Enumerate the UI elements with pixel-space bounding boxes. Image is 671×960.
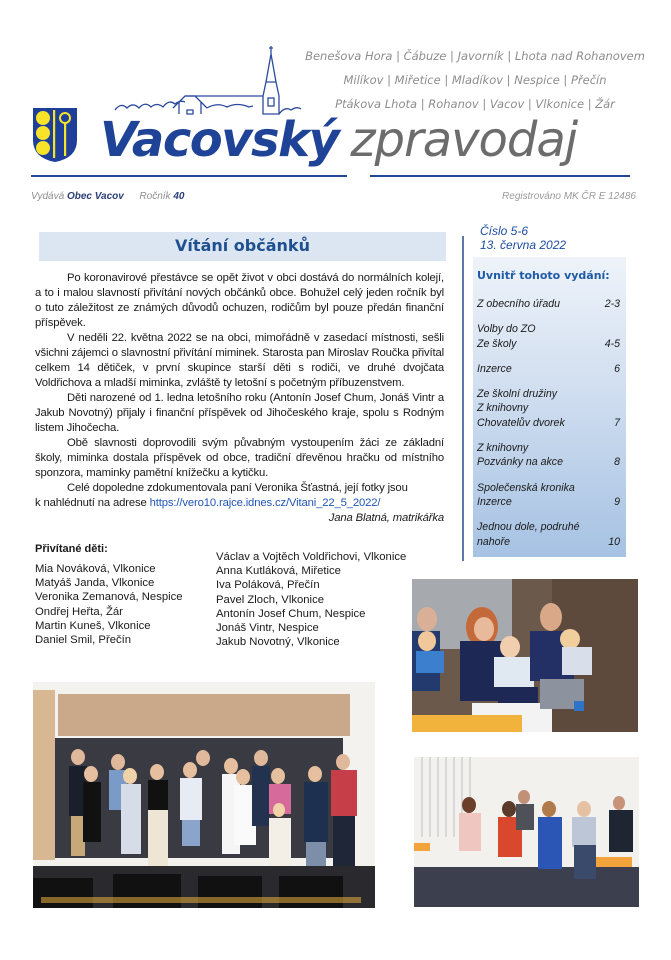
toc-entry[interactable] bbox=[477, 387, 620, 430]
photo-icon bbox=[414, 757, 639, 907]
welcomed-children-heading: Přivítané děti: bbox=[35, 543, 108, 555]
toc-entry-page: 10 bbox=[608, 535, 620, 548]
masthead-title bbox=[100, 112, 640, 172]
article-column bbox=[35, 232, 446, 649]
masthead bbox=[0, 0, 671, 215]
publication-info bbox=[31, 191, 184, 202]
registration-number: Registrováno MK ČR E 12486 bbox=[502, 191, 636, 202]
child-entry: Martin Kuneš, Vlkonice bbox=[35, 619, 151, 632]
gallery-link[interactable]: https://vero10.rajce.idnes.cz/Vitani_22_5_2022/ bbox=[149, 497, 381, 509]
toc-entry-page: 2-3 bbox=[604, 298, 620, 310]
toc-entry-title: Z knihovny bbox=[477, 442, 529, 455]
welcomed-children bbox=[35, 542, 446, 649]
article-heading-bar bbox=[39, 232, 446, 261]
toc-entry-title: Volby do ZO bbox=[477, 323, 536, 336]
child-entry: Antonín Josef Chum, Nespice bbox=[216, 607, 366, 620]
masthead-rule bbox=[370, 175, 630, 177]
article-paragraph: Obě slavnosti doprovodili svým půvabným vystoupením žáci ze základní školy, miminka dostala příspěvek od obce, tradiční dřevěnou hračku od místního sponzora, maminky pamětní knížečku a kytičku. bbox=[35, 437, 444, 479]
article-paragraph: Celé dopoledne zdokumentovala paní Veronika Šťastná, její fotky jsou bbox=[67, 482, 408, 494]
municipal-crest-icon bbox=[31, 106, 79, 164]
toc-entry-title: Inzerce bbox=[477, 495, 512, 508]
masthead-title-primary: Vacovský bbox=[100, 112, 339, 168]
article-signature: Jana Blatná, matrikářka bbox=[328, 512, 444, 524]
child-entry: Mia Nováková, Vlkonice bbox=[35, 563, 156, 575]
sidebar-divider bbox=[462, 236, 464, 561]
toc-entry-title: Z knihovny bbox=[477, 402, 529, 415]
child-entry: Václav a Vojtěch Voldřichovi, Vlkonice bbox=[216, 551, 407, 563]
child-entry: Jonáš Vintr, Nespice bbox=[216, 622, 319, 635]
toc-entry[interactable] bbox=[477, 481, 620, 510]
toc-entry-title: Z obecního úřadu bbox=[477, 298, 561, 310]
toc-entry-title: Společenská kronika bbox=[477, 481, 575, 494]
photo-icon bbox=[33, 682, 375, 908]
child-entry: Daniel Smil, Přečín bbox=[35, 634, 132, 647]
child-entry: Jakub Novotný, Vlkonice bbox=[216, 636, 340, 649]
toc-entry-page: 6 bbox=[614, 362, 620, 375]
toc-entry[interactable] bbox=[477, 297, 620, 311]
child-entry: Ondřej Heřta, Žár bbox=[35, 605, 123, 618]
toc-entry-title: Ze školní družiny bbox=[477, 388, 558, 401]
mother-with-baby-photo bbox=[412, 579, 638, 732]
toc-entry[interactable] bbox=[477, 520, 620, 549]
article-paragraph: Po koronavirové přestávce se opět život v obci dostává do normálních kolejí, a to i malou slavností přivítání nových občánků obce. Bohužel celý jeden ročník byl o tuto záležitost ze známých důvodů ochuzen, rodičům byl pouze předán finanční příspěvek. bbox=[35, 272, 444, 329]
toc-entry-title: nahoře bbox=[477, 535, 510, 548]
article-heading: Vítání občánků bbox=[175, 236, 310, 255]
article-paragraph: Děti narozené od 1. ledna letošního roku (Antonín Josef Chum, Jonáš Vintr a Jakub Novotný) přijaly i finanční příspěvek od Jihočeského kraje, spolu s Rodným listem Jihočecha. bbox=[35, 392, 444, 434]
table-of-contents bbox=[473, 257, 626, 557]
child-entry: Veronika Zemanová, Nespice bbox=[35, 591, 183, 604]
toc-entry-page: 4-5 bbox=[604, 337, 620, 350]
publisher-name: Obec Vacov bbox=[66, 191, 124, 202]
church-skyline-icon bbox=[113, 40, 303, 120]
article-paragraph: V neděli 22. května 2022 se na obci, mimořádně v zasedací místnosti, sešli všichni zájemci o slavnostní přivítání miminek. Starosta pan Miroslav Roučka přivítal celkem 14 dětiček, v první skupince starší děti s rodiči, ve druhé dvojčata Voldřichova a mladší miminka, zvláště ty letošní s početným příbuzenstvem. bbox=[35, 332, 444, 389]
welcomed-children-column-1 bbox=[35, 542, 202, 647]
child-entry: Pavel Zloch, Vlkonice bbox=[216, 593, 324, 606]
toc-entry-title: Jednou dole, podruhé bbox=[477, 521, 580, 534]
child-entry: Matyáš Janda, Vlkonice bbox=[35, 577, 155, 590]
toc-entry-page: 7 bbox=[614, 416, 620, 429]
villages-list bbox=[300, 44, 650, 116]
toc-entry-page: 9 bbox=[614, 495, 620, 508]
photo-icon bbox=[412, 579, 638, 732]
welcomed-children-column-2 bbox=[216, 542, 444, 649]
group-photo bbox=[33, 682, 375, 908]
child-entry: Iva Poláková, Přečín bbox=[216, 579, 320, 592]
toc-entry-title: Ze školy bbox=[477, 337, 517, 350]
article-body bbox=[35, 271, 444, 526]
villages-row: Milíkov | Miřetice | Mladíkov | Nespice | Přečín bbox=[343, 73, 607, 87]
villages-row: Ptákova Lhota | Rohanov | Vacov | Vlkonice | Žár bbox=[335, 97, 615, 111]
child-entry: Anna Kutláková, Miřetice bbox=[216, 565, 341, 578]
toc-entry-title: Inzerce bbox=[477, 362, 512, 375]
issue-info bbox=[480, 224, 566, 252]
toc-entry[interactable] bbox=[477, 322, 620, 351]
toc-list bbox=[477, 297, 620, 560]
issue-number: Číslo 5-6 bbox=[480, 224, 529, 238]
masthead-title-secondary: zpravodaj bbox=[350, 112, 578, 168]
villages-row: Benešova Hora | Čábuze | Javorník | Lhota nad Rohanovem bbox=[305, 49, 645, 63]
volume-label: Ročník bbox=[139, 191, 171, 202]
toc-entry[interactable] bbox=[477, 362, 620, 376]
publisher-label: Vydává bbox=[31, 191, 65, 202]
toc-entry-page: 8 bbox=[614, 456, 620, 469]
toc-entry[interactable] bbox=[477, 441, 620, 470]
article-link-line bbox=[35, 496, 444, 511]
toc-entry-title: Pozvánky na akce bbox=[477, 456, 563, 469]
toc-title: Uvnitř tohoto vydání: bbox=[477, 269, 610, 282]
seated-families-photo bbox=[414, 757, 639, 907]
masthead-rule bbox=[31, 175, 347, 177]
volume-number: 40 bbox=[173, 191, 185, 202]
toc-entry-title: Chovatelův dvorek bbox=[477, 416, 565, 429]
link-prefix: k nahlédnutí na adrese bbox=[35, 497, 147, 509]
issue-date: 13. června 2022 bbox=[480, 238, 567, 252]
